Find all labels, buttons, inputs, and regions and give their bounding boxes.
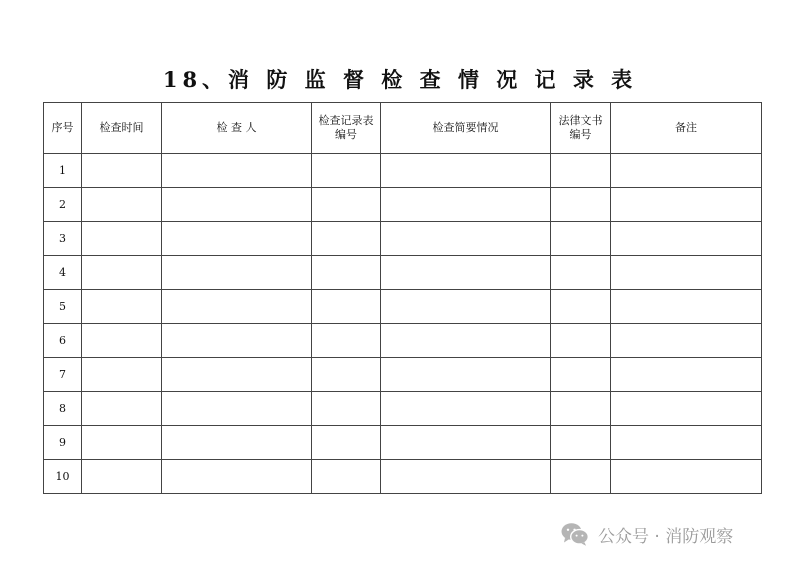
empty-cell — [312, 392, 381, 426]
row-number-cell: 4 — [44, 256, 82, 290]
empty-cell — [162, 358, 312, 392]
row-number-cell: 1 — [44, 154, 82, 188]
empty-cell — [82, 154, 162, 188]
empty-cell — [312, 426, 381, 460]
table-row — [44, 290, 762, 324]
table-row — [44, 460, 762, 494]
empty-cell — [551, 290, 611, 324]
empty-cell — [82, 392, 162, 426]
inspection-record-table — [43, 102, 762, 494]
empty-cell — [551, 426, 611, 460]
table-row — [44, 154, 762, 188]
empty-cell — [82, 290, 162, 324]
row-number-cell: 10 — [44, 460, 82, 494]
empty-cell — [551, 392, 611, 426]
empty-cell — [551, 256, 611, 290]
header-label-line2: 编号 — [569, 128, 592, 141]
table-row — [44, 256, 762, 290]
header-brief-summary — [381, 103, 551, 154]
header-inspection-time — [82, 103, 162, 154]
empty-cell — [611, 188, 762, 222]
empty-cell — [381, 358, 551, 392]
empty-cell — [82, 460, 162, 494]
empty-cell — [381, 426, 551, 460]
table-header-row — [44, 103, 762, 154]
empty-cell — [551, 222, 611, 256]
row-number-cell: 9 — [44, 426, 82, 460]
row-number-cell: 6 — [44, 324, 82, 358]
empty-cell — [611, 426, 762, 460]
empty-cell — [381, 154, 551, 188]
empty-cell — [312, 222, 381, 256]
empty-cell — [381, 324, 551, 358]
table-row — [44, 188, 762, 222]
empty-cell — [312, 358, 381, 392]
wechat-icon — [560, 521, 590, 547]
empty-cell — [312, 460, 381, 494]
table-row — [44, 358, 762, 392]
header-inspector — [162, 103, 312, 154]
empty-cell — [611, 256, 762, 290]
header-label: 序号 — [51, 121, 74, 134]
header-label: 检查记录表 — [318, 114, 374, 127]
empty-cell — [312, 154, 381, 188]
empty-cell — [551, 324, 611, 358]
header-label: 备注 — [675, 121, 697, 134]
empty-cell — [162, 256, 312, 290]
empty-cell — [551, 188, 611, 222]
header-legal-document-number — [551, 103, 611, 154]
empty-cell — [162, 222, 312, 256]
table-row — [44, 324, 762, 358]
empty-cell — [611, 222, 762, 256]
empty-cell — [82, 256, 162, 290]
row-number-cell: 5 — [44, 290, 82, 324]
empty-cell — [162, 290, 312, 324]
header-label: 检查简要情况 — [432, 121, 499, 134]
page-title: 18、消 防 监 督 检 查 情 况 记 录 表 — [162, 67, 638, 92]
empty-cell — [551, 154, 611, 188]
empty-cell — [551, 460, 611, 494]
row-number-cell: 8 — [44, 392, 82, 426]
row-number-cell: 7 — [44, 358, 82, 392]
header-label: 法律文书 — [558, 114, 603, 127]
empty-cell — [82, 188, 162, 222]
empty-cell — [611, 154, 762, 188]
header-label-line2: 编号 — [335, 128, 357, 141]
empty-cell — [611, 324, 762, 358]
empty-cell — [381, 222, 551, 256]
empty-cell — [162, 324, 312, 358]
empty-cell — [162, 154, 312, 188]
empty-cell — [381, 188, 551, 222]
empty-cell — [611, 358, 762, 392]
empty-cell — [162, 426, 312, 460]
empty-cell — [611, 290, 762, 324]
empty-cell — [381, 256, 551, 290]
empty-cell — [611, 460, 762, 494]
header-remarks — [611, 103, 762, 154]
table-row — [44, 392, 762, 426]
empty-cell — [82, 324, 162, 358]
empty-cell — [82, 426, 162, 460]
header-serial-number — [44, 103, 82, 154]
empty-cell — [381, 460, 551, 494]
header-record-sheet-number — [312, 103, 381, 154]
empty-cell — [611, 392, 762, 426]
watermark — [560, 519, 733, 549]
row-number-cell: 3 — [44, 222, 82, 256]
header-label: 检 查 人 — [216, 121, 257, 134]
empty-cell — [312, 256, 381, 290]
empty-cell — [381, 290, 551, 324]
row-number-cell: 2 — [44, 188, 82, 222]
header-label: 检查时间 — [99, 121, 144, 134]
empty-cell — [312, 290, 381, 324]
watermark-text: 公众号 · 消防观察 — [598, 526, 734, 547]
empty-cell — [162, 188, 312, 222]
empty-cell — [162, 460, 312, 494]
table-row — [44, 222, 762, 256]
empty-cell — [312, 324, 381, 358]
empty-cell — [162, 392, 312, 426]
empty-cell — [312, 188, 381, 222]
empty-cell — [381, 392, 551, 426]
empty-cell — [82, 222, 162, 256]
empty-cell — [551, 358, 611, 392]
table-row — [44, 426, 762, 460]
empty-cell — [82, 358, 162, 392]
